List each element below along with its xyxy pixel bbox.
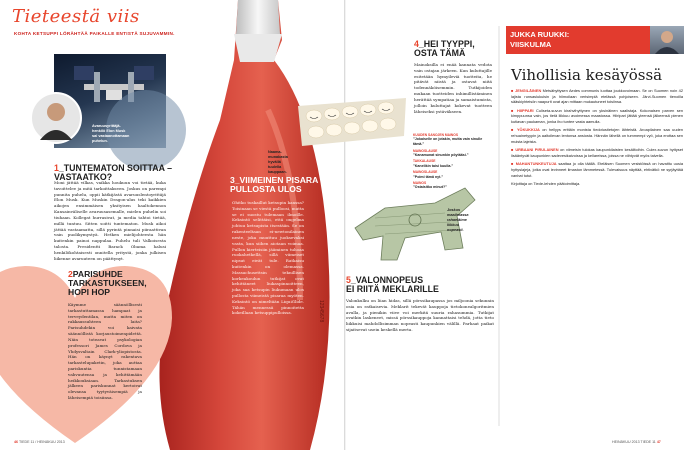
- section4-heading: 4_HEI TYYPPI, OSTA TÄMÄ: [414, 39, 475, 59]
- bottle-barcode-text: 12345678: [318, 300, 324, 323]
- quote-label: MAINOS: [413, 180, 427, 185]
- quote-text: ”Jokaiselle on jotakin, mutta vain sinulle tämä.”: [413, 137, 483, 147]
- quote-label: TAKKALAUSE: [413, 159, 436, 164]
- column-paragraph: ■ MAHANTUNKEUTUJA saattaa jo olla täällä. Eteläisen Suomen vesistöissä on havaittu uusia hyttyslajeja, jotka ovat levinneet ilmaston lämmetessä. Tulevaisuus näyttää, ehtivätkö ne syrjäyttää vanhat tutut.: [511, 161, 683, 178]
- right-footer-text: HEINÄKUU 2013 TIEDE 11: [612, 440, 656, 444]
- column-divider: [498, 26, 500, 426]
- quote-text: ”Poimi tämä nyt.”: [413, 174, 444, 179]
- section4-body: Mainoksilla ei enää kannata vedota vain ostajan järkeen. Kun kuluttajille esitetään hymyileviä tuotteita, he pitävät niistä ja ostavat niitä todennäköisemmin. Tutkijoiden mukaan tuotteiden inhimillistäminen herättää sympatiaa ja samaistumista, jolloin kuluttajat kokevat tuotteen läheiseksi ystäväkseen.: [414, 62, 492, 114]
- author-avatar-icon: [650, 26, 684, 54]
- photo-caption: Avaruusyrittäjä- henkilö Elon Musk sai vastaanottamaan puhelun.: [92, 124, 130, 143]
- egg-carton-illustration: [296, 96, 408, 148]
- author-portrait: [650, 26, 684, 54]
- section1-heading: 1_TUNTEMATON SOITTAA – VASTAATKO?: [54, 163, 172, 183]
- left-footer: [14, 440, 65, 444]
- section-kicker: KOHTA KETSUPPI LÖRÄHTÄÄ PAIKALLE ENTISTÄ SUJUVAMMIN.: [14, 31, 175, 36]
- column-body: [511, 88, 683, 190]
- right-footer: [612, 440, 661, 444]
- column-name: VIISKULMA: [510, 40, 552, 49]
- column-paragraph: ■ URBAANI PIRULAINEN on viimeisin tulokas kaupunkilaisten kesäiltoihin. Culex-suvun hyttyset lisääntyvät kaupunkien sadevesikaivoissa ja kellareissa, joissa ne viihtyvät myös talvella.: [511, 147, 683, 158]
- section5-body: Valonkulku on liian hidas, sillä pörssikaupassa jos miljoonia sekunnin osia on ratkaisevia. Meklarit tekevät kauppoja tietokonealgoritmien avulla, ja pienikin viive voi merkitä suuria rahasummia. Tutkijat ovatkin laskeneet, missä pörssikauppoja kannattaisi tehdä, jotta tieto liikkuisi mahdollisimman nopeasti kaupunkien välillä. Parhaat paikat sijaitsevat usein keskellä merta.: [346, 298, 494, 333]
- section3-heading: 3_VIIMEINEN PISARA PULLOSTA ULOS: [230, 175, 319, 195]
- left-footer-text: TIEDE 11 / HEINÄKUU 2013: [18, 440, 65, 444]
- egg-caption: Naama- munakasta hyvällä tuulella kauppaan.: [268, 150, 288, 174]
- section1-body: Moni jättää vilkas, vaikka houkuun voi tietää, kuka tavoittelee ja mitä tarkoittakseen. Joskus on parempi punnita puhelu, oppii kätkijästä avaruuslentoyrittäjä Elon Musk. Kun Muskin Dragon-alus teki kaikkien aikojen ensimmäisen yksityisen haaltokennon Kansainväliselle avaruusasemalle, mielen puhelin soi tiuhaan. Kollegat hurrasivat, ja media tahtoi tietää, millä tuntuu. Sitten soitti tuntematon. Musk aikoi jättää vastaamatta, sillä pyrintä pinnaisi piiraattivan vain puolikymystyä. Hetken mielijohteesta hän kuitenkin painoi nappulaa. Puhelu tuli Valkoisesta talosta. Presidentti Barack Obama halusi henkilökohtaisesti onnitella yritystä, jonka julkisen liikenne avaruuteen on päättynyt.: [54, 180, 166, 261]
- elon-musk-portrait: [30, 92, 82, 144]
- column-paragraph: ■ YÖKUKKIJA on hellyys erittäin monista tiedotustietojen lähteistä. Aroapilainen saa uuden rehuainetyypin ja aaltoilevan lentonsa ansiosta. Hännän lähellä on tummempi vyö, joka erottaa sen muista lajeista.: [511, 127, 683, 144]
- column-paragraph: ■ HIIPPARI Culiseta-suvun kirahvihyttynen on yksinäinen saalistaja. Kokonaisen parven sen kimppuunsa vain, jos tietä liikkuu avoimessa maastossa. Hiiripari jättää yleensä jälkeensä pienen kutiavan paukaman, jonka iho tuntee vasta aamulla.: [511, 107, 683, 124]
- quote-text: ”Kanelikin taisi kuulla.”: [413, 163, 454, 168]
- section5-heading: 5_VALONNOPEUS EI RIITÄ MEKLARILLE: [346, 275, 439, 295]
- left-page-number: 46: [14, 440, 18, 444]
- section3-body: Ohitko tuskaillut ketsupin kanssa? Toisinaan se viestä pulloosi, mutta se ei suostu tulemaan ilmoille. Keksintö selittäisi, että ongelma johtuu ketsupista itsestään. Se on rakenteeltaan ei-newtonilainen neste, joka muuttuu juoksevaksi vasta, kun siihen aiotaan voimaa. Pullon kierteisiin jääminen tuhoaa ruokahetkellä, sillä viimeiset nipsut eivät tule. Ratkaisu kuitenkin on olemassa. Massachusettsin teknillisen korkeakoulun tutkijat ovat kehittäneet liukaspinnoitteen, joka saa ketsupin liukumaan ulos pullosta viimeistä pisaraa myöten. Keksintö on nimeltään LiquiGlide. Tähän mennessä pinnoitetta kokeillaan ketsuppipulloissa.: [232, 200, 304, 316]
- quote-text: ”Ostaisitko minut?”: [413, 185, 447, 190]
- bull-caption: Joskus maailmassa rahaeläime liikkuu nopeasti.: [447, 208, 469, 232]
- quote-label: MAINOSLAUSE: [413, 170, 438, 175]
- author-note: Kirjoittaja on Tiede-lehden päätoimittaja.: [511, 181, 581, 187]
- section2-heading: 2PARISUHDE TARKASTUKSEEN, HOPI HOP: [68, 269, 147, 298]
- column-paragraph: ■ JENGILÄINEN Metsähyttysen Aedes communis luottaa joukkovoimaan. Se on Suomen noin 42 lajista runsaslukuisin ja hiimoilaan verisimpiä etelässä pohjoiseen. Järvi-Suomen tienoilla sääskiyhteisön naapurit ovat ajan mittaan mukautuneet toisiinsa.: [511, 88, 683, 105]
- column-author: JUKKA RUUKKI:: [510, 30, 570, 39]
- column-title: Vihollisia kesäyössä: [511, 66, 663, 84]
- quote-text: ”Kanamunat sinunkin pöytääsi.”: [413, 153, 469, 158]
- quote-label: MAINOSLAUSE: [413, 148, 438, 153]
- section-masthead: Tieteestä viis: [12, 6, 140, 27]
- quote-label: KUUDEN SANOJEN MAINOS: [413, 133, 459, 137]
- section2-body: Käymme säännöllisesti tarkastuttamassa hampaat ja terveydentilan, mutta miten on rakkaussuhteen laita? Parisuhdekin voi kaivata säännöllistä korjaustoimenpidettä. Näin toteavat psykologian professori James Cordova ja Yhdysvaltain Clark-yliopistosta. Hän on käynyt rakentava tarkastelupaketin, joka auttaa pariskuntia tunnistamaan vahvuutensa ja kehittämään heikkouksiaan. Tarkastuksen jälkeen pariskunnat kertoivat olevansa tyytyväisempiä ja läheisempiä toisiinsa.: [68, 302, 142, 400]
- right-page-number: 47: [656, 440, 661, 444]
